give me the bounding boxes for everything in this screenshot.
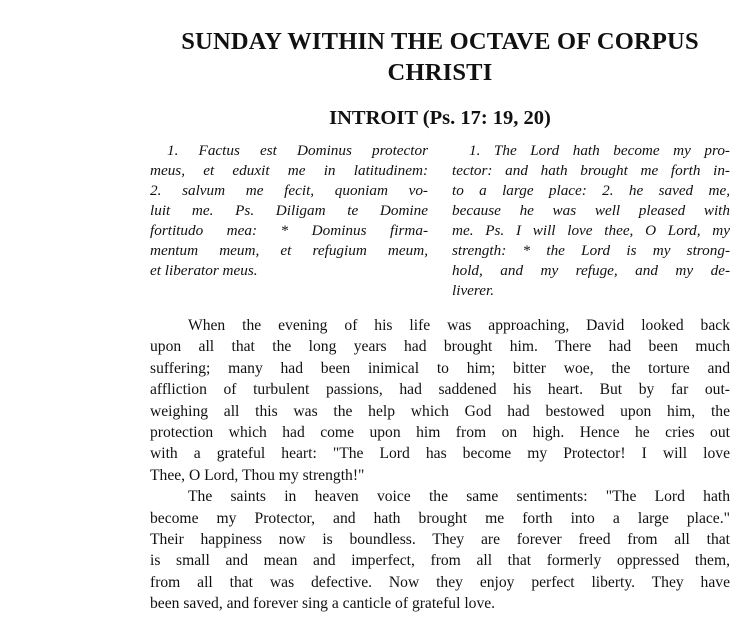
latin-line: mentum meum, et refugium meum, (150, 242, 428, 259)
paragraph-line: weighing all this was the help which God had bestowed upon him, the (150, 402, 730, 420)
page-title (150, 26, 730, 88)
latin-line: 1. Factus est Dominus protector (167, 142, 428, 159)
english-line: me. Ps. I will love thee, O Lord, my (452, 222, 730, 239)
paragraph-line: from all that was defective. Now they enjoy perfect liberty. They have (150, 573, 730, 591)
paragraph-line: become my Protector, and hath brought me forth into a large place." (150, 509, 730, 527)
english-line: liverer. (452, 282, 495, 299)
paragraph-line: with a grateful heart: "The Lord has become my Protector! I will love (150, 445, 730, 463)
paragraph-line: Thee, O Lord, Thou my strength!" (150, 466, 365, 484)
english-line: 1. The Lord hath become my pro- (469, 142, 730, 159)
latin-line: et liberator meus. (150, 262, 258, 279)
latin-line: fortitudo mea: * Dominus firma- (150, 222, 428, 239)
latin-line: meus, et eduxit me in latitudinem: (150, 162, 428, 179)
paragraph-line: Their happiness now is boundless. They are forever freed from all that (150, 531, 730, 549)
english-line: tector: and hath brought me forth in- (452, 162, 730, 179)
commentary (150, 315, 730, 615)
paragraph-2 (150, 486, 730, 614)
latin-line: 2. salvum me fecit, quoniam vo- (150, 182, 428, 199)
paragraph-line: upon all that the long years had brought him. There had been much (150, 338, 730, 356)
title-line-2: CHRISTI (387, 59, 493, 86)
page (150, 26, 730, 615)
english-column (452, 141, 730, 301)
english-line: because he was well pleased with (452, 202, 730, 219)
latin-column (150, 141, 428, 301)
title-line-1: SUNDAY WITHIN THE OCTAVE OF CORPUS (181, 28, 699, 55)
paragraph-line: When the evening of his life was approaching, David looked back (188, 317, 730, 334)
section-heading: INTROIT (Ps. 17: 19, 20) (329, 107, 551, 129)
english-line: hold, and my refuge, and my de- (452, 262, 730, 279)
paragraph-line: suffering; many had been inimical to him; bitter woe, the torture and (150, 359, 730, 377)
introit-columns (150, 141, 730, 301)
paragraph-line: The saints in heaven voice the same sentiments: "The Lord hath (188, 488, 730, 506)
paragraph-line: been saved, and forever sing a canticle of grateful love. (150, 595, 496, 613)
paragraph-line: protection which had come upon him from on high. Hence he cries out (150, 424, 730, 442)
paragraph-line: affliction of turbulent passions, had saddened his heart. But by far out- (150, 381, 730, 399)
latin-line: luit me. Ps. Diligam te Domine (150, 202, 428, 219)
paragraph-1 (150, 315, 730, 486)
english-line: to a large place: 2. he saved me, (452, 182, 730, 199)
paragraph-line: is small and mean and imperfect, from all that formerly oppressed them, (150, 552, 730, 570)
english-line: strength: * the Lord is my strong- (452, 242, 730, 259)
